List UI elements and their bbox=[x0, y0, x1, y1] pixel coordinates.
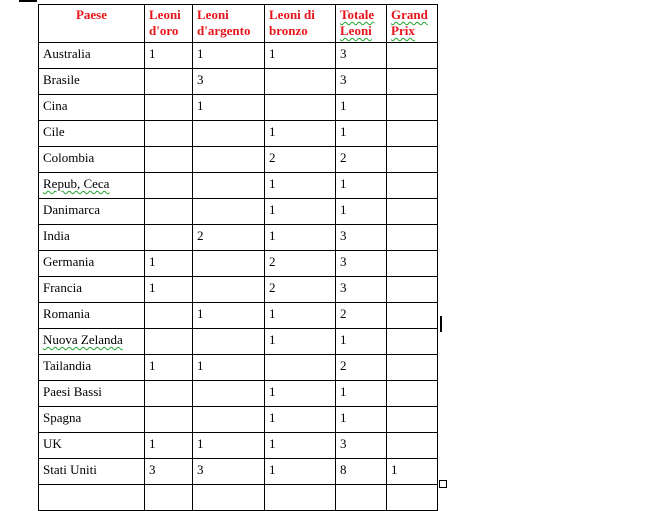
cell-total[interactable]: 1 bbox=[336, 95, 387, 121]
cell-country[interactable]: Germania bbox=[39, 251, 145, 277]
table-row bbox=[39, 381, 438, 407]
page-corner-mark bbox=[19, 0, 37, 2]
cell-gold[interactable] bbox=[145, 173, 193, 199]
cell-country[interactable]: Danimarca bbox=[39, 199, 145, 225]
cell-total[interactable]: 8 bbox=[336, 459, 387, 485]
cell-grandprix[interactable] bbox=[387, 225, 438, 251]
cell-grandprix[interactable] bbox=[387, 69, 438, 95]
cell-silver[interactable]: 3 bbox=[193, 69, 265, 95]
cell-gold[interactable]: 3 bbox=[145, 459, 193, 485]
table-row bbox=[39, 225, 438, 251]
cell-country[interactable] bbox=[39, 329, 145, 355]
cell-gold[interactable] bbox=[145, 381, 193, 407]
cell-bronze[interactable] bbox=[265, 69, 336, 95]
table-row bbox=[39, 277, 438, 303]
cell-grandprix[interactable] bbox=[387, 381, 438, 407]
table-row bbox=[39, 459, 438, 485]
header-silver[interactable]: Leoni d'argento bbox=[193, 5, 265, 43]
cell-grandprix[interactable] bbox=[387, 199, 438, 225]
cell-bronze[interactable] bbox=[265, 95, 336, 121]
cell-gold[interactable] bbox=[145, 69, 193, 95]
cell-silver[interactable] bbox=[193, 199, 265, 225]
cell-silver[interactable] bbox=[193, 329, 265, 355]
cell-grandprix[interactable] bbox=[387, 407, 438, 433]
cell-bronze[interactable]: 2 bbox=[265, 251, 336, 277]
cell-silver[interactable] bbox=[193, 381, 265, 407]
cell-grandprix[interactable] bbox=[387, 355, 438, 381]
table-row bbox=[39, 433, 438, 459]
table-row bbox=[39, 95, 438, 121]
cell-total[interactable]: 1 bbox=[336, 407, 387, 433]
cell-country-text: Nuova Zelanda bbox=[43, 332, 123, 347]
row-end-marker bbox=[440, 316, 442, 332]
table-row bbox=[39, 355, 438, 381]
header-row bbox=[39, 5, 438, 43]
cell-silver[interactable]: 1 bbox=[193, 355, 265, 381]
cell-bronze[interactable]: 1 bbox=[265, 173, 336, 199]
cell-gold[interactable] bbox=[145, 407, 193, 433]
cell-country[interactable]: Romania bbox=[39, 303, 145, 329]
table-resize-handle[interactable] bbox=[439, 480, 447, 488]
cell-silver[interactable]: 1 bbox=[193, 433, 265, 459]
cell-total[interactable]: 1 bbox=[336, 121, 387, 147]
cell-gold[interactable]: 1 bbox=[145, 277, 193, 303]
header-grandprix-label: Grand Prix bbox=[391, 7, 428, 38]
cell-bronze[interactable] bbox=[265, 355, 336, 381]
cell-gold[interactable]: 1 bbox=[145, 251, 193, 277]
cell-silver[interactable] bbox=[193, 407, 265, 433]
cell-bronze[interactable]: 1 bbox=[265, 407, 336, 433]
cell-total[interactable]: 1 bbox=[336, 381, 387, 407]
cell-gold[interactable] bbox=[145, 95, 193, 121]
cell-bronze[interactable]: 1 bbox=[265, 329, 336, 355]
cell-silver[interactable] bbox=[193, 251, 265, 277]
cell-gold[interactable] bbox=[145, 303, 193, 329]
cell-bronze[interactable]: 1 bbox=[265, 303, 336, 329]
cell-bronze[interactable]: 1 bbox=[265, 381, 336, 407]
cell-country[interactable]: Australia bbox=[39, 43, 145, 69]
cell-total[interactable]: 3 bbox=[336, 43, 387, 69]
cell-country[interactable]: Stati Uniti bbox=[39, 459, 145, 485]
cell-gold[interactable] bbox=[145, 485, 193, 511]
table-row bbox=[39, 147, 438, 173]
cell-country[interactable]: Francia bbox=[39, 277, 145, 303]
cell-gold[interactable]: 1 bbox=[145, 355, 193, 381]
cell-silver[interactable] bbox=[193, 147, 265, 173]
cell-country[interactable]: Cile bbox=[39, 121, 145, 147]
cell-bronze[interactable]: 2 bbox=[265, 147, 336, 173]
cell-grandprix[interactable]: 1 bbox=[387, 459, 438, 485]
cell-country-text: Repub, Ceca bbox=[43, 176, 110, 191]
cell-country[interactable]: Tailandia bbox=[39, 355, 145, 381]
cell-grandprix[interactable] bbox=[387, 303, 438, 329]
cell-silver[interactable]: 1 bbox=[193, 303, 265, 329]
cell-silver[interactable]: 1 bbox=[193, 95, 265, 121]
cell-bronze[interactable]: 1 bbox=[265, 433, 336, 459]
cell-grandprix[interactable] bbox=[387, 329, 438, 355]
cell-country[interactable]: India bbox=[39, 225, 145, 251]
cell-total[interactable]: 3 bbox=[336, 433, 387, 459]
cell-total[interactable]: 1 bbox=[336, 173, 387, 199]
cell-country[interactable]: Cina bbox=[39, 95, 145, 121]
cell-grandprix[interactable] bbox=[387, 433, 438, 459]
cell-silver[interactable] bbox=[193, 277, 265, 303]
cell-country[interactable] bbox=[39, 485, 145, 511]
cell-total[interactable]: 3 bbox=[336, 277, 387, 303]
cell-grandprix[interactable] bbox=[387, 121, 438, 147]
cell-bronze[interactable]: 1 bbox=[265, 225, 336, 251]
cell-country[interactable]: Colombia bbox=[39, 147, 145, 173]
header-total[interactable] bbox=[336, 5, 387, 43]
cell-total[interactable]: 2 bbox=[336, 303, 387, 329]
cell-silver[interactable] bbox=[193, 121, 265, 147]
header-country[interactable]: Paese bbox=[39, 5, 145, 43]
cell-total[interactable]: 3 bbox=[336, 251, 387, 277]
cell-country[interactable]: Brasile bbox=[39, 69, 145, 95]
cell-total[interactable]: 3 bbox=[336, 225, 387, 251]
table-row bbox=[39, 43, 438, 69]
cell-silver[interactable]: 2 bbox=[193, 225, 265, 251]
cell-grandprix[interactable] bbox=[387, 485, 438, 511]
header-total-label: Totale Leoni bbox=[340, 7, 375, 38]
cell-grandprix[interactable] bbox=[387, 147, 438, 173]
cell-total[interactable]: 2 bbox=[336, 147, 387, 173]
cell-gold[interactable]: 1 bbox=[145, 43, 193, 69]
header-grandprix[interactable] bbox=[387, 5, 438, 43]
cell-gold[interactable] bbox=[145, 329, 193, 355]
cell-bronze[interactable]: 1 bbox=[265, 459, 336, 485]
cell-total[interactable]: 3 bbox=[336, 69, 387, 95]
cell-grandprix[interactable] bbox=[387, 251, 438, 277]
table-row bbox=[39, 69, 438, 95]
cell-silver[interactable]: 1 bbox=[193, 43, 265, 69]
cell-total[interactable] bbox=[336, 485, 387, 511]
header-bronze[interactable]: Leoni di bronzo bbox=[265, 5, 336, 43]
table-header bbox=[39, 5, 438, 43]
cell-country[interactable]: UK bbox=[39, 433, 145, 459]
table-row bbox=[39, 173, 438, 199]
cell-gold[interactable] bbox=[145, 121, 193, 147]
cell-gold[interactable]: 1 bbox=[145, 433, 193, 459]
table-row bbox=[39, 407, 438, 433]
cell-total[interactable]: 1 bbox=[336, 199, 387, 225]
table-row bbox=[39, 121, 438, 147]
cell-gold[interactable] bbox=[145, 199, 193, 225]
table-row bbox=[39, 199, 438, 225]
cell-bronze[interactable]: 1 bbox=[265, 121, 336, 147]
cell-gold[interactable] bbox=[145, 225, 193, 251]
table-row bbox=[39, 251, 438, 277]
header-gold[interactable]: Leoni d'oro bbox=[145, 5, 193, 43]
cell-silver[interactable] bbox=[193, 485, 265, 511]
cell-silver[interactable] bbox=[193, 173, 265, 199]
cell-country[interactable]: Spagna bbox=[39, 407, 145, 433]
cell-total[interactable]: 2 bbox=[336, 355, 387, 381]
cell-country[interactable] bbox=[39, 173, 145, 199]
cell-grandprix[interactable] bbox=[387, 43, 438, 69]
table-body bbox=[39, 43, 438, 511]
cell-grandprix[interactable] bbox=[387, 173, 438, 199]
cell-bronze[interactable]: 1 bbox=[265, 43, 336, 69]
cell-grandprix[interactable] bbox=[387, 277, 438, 303]
cell-grandprix[interactable] bbox=[387, 95, 438, 121]
cell-gold[interactable] bbox=[145, 147, 193, 173]
cell-bronze[interactable]: 2 bbox=[265, 277, 336, 303]
cell-silver[interactable]: 3 bbox=[193, 459, 265, 485]
medals-table[interactable] bbox=[38, 4, 438, 511]
cell-bronze[interactable] bbox=[265, 485, 336, 511]
table-row bbox=[39, 303, 438, 329]
cell-bronze[interactable]: 1 bbox=[265, 199, 336, 225]
table-row bbox=[39, 485, 438, 511]
table-row bbox=[39, 329, 438, 355]
cell-total[interactable]: 1 bbox=[336, 329, 387, 355]
cell-country[interactable]: Paesi Bassi bbox=[39, 381, 145, 407]
